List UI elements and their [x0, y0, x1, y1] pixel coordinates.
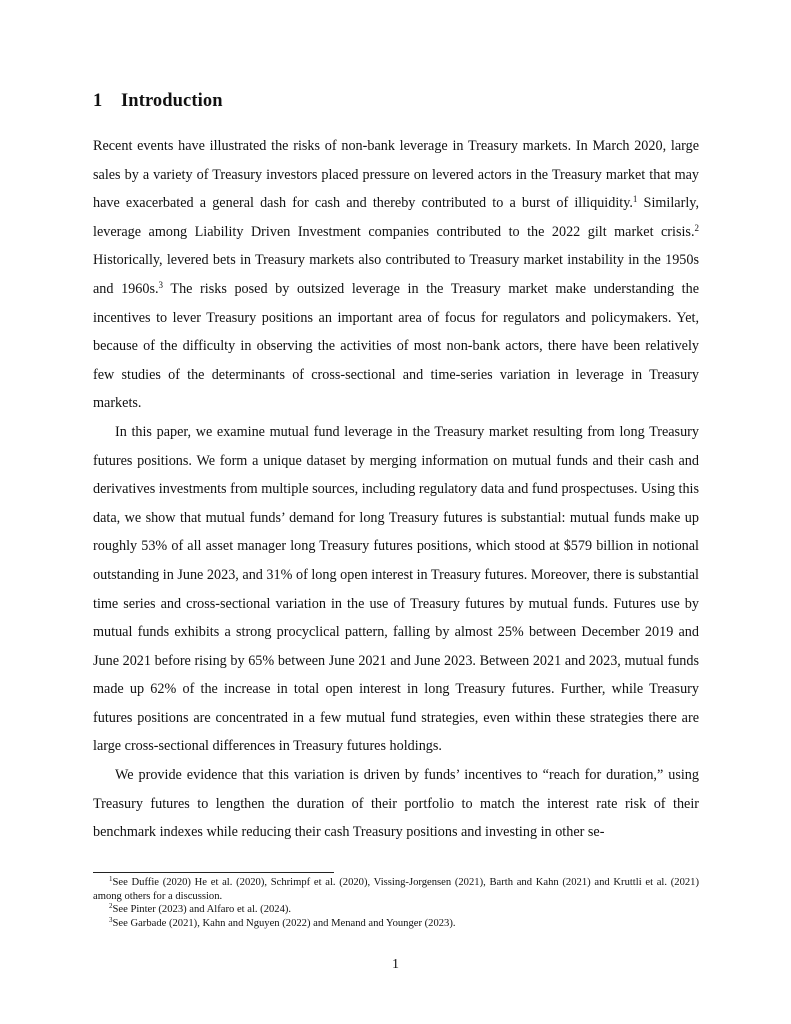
footnotes: [93, 876, 699, 930]
footnote-mark: 2: [109, 902, 113, 911]
footnote-reference[interactable]: 3: [158, 279, 164, 290]
section-heading: [93, 88, 223, 114]
footnote-mark: 1: [109, 875, 113, 883]
paragraph-text: Recent events have illustrated the risks of non-bank leverage in Treasury markets. In March 2020, large sales by a variety of Treasury investors placed pressure on levered actors in the Treasury market that may have exacerbated a general dash for cash and thereby contributed to a burst of illiquidity.: [93, 138, 699, 212]
paragraph: We provide evidence that this variation is driven by funds’ incentives to “reach for duration,” using Treasury futures to lengthen the duration of their portfolio to match the interest rate risk of their benchmark indexes while reducing their cash Treasury positions and investing in other se-: [93, 767, 699, 841]
footnote: [93, 876, 699, 903]
paragraph-text: Historically, levered bets in Treasury markets also contributed to Treasury market instability in the 1950s and 1960s.: [93, 252, 699, 297]
paragraph-text: The risks posed by outsized leverage in the Treasury market make understanding the incentives to lever Treasury positions an important area of focus for regulators and policymakers. Yet, because of the difficulty in observing the activities of most non-bank actors, there have been relatively few studies of the determinants of cross-sectional and time-series variation in leverage in Treasury markets.: [93, 280, 699, 412]
footnote-reference[interactable]: 1: [632, 194, 638, 205]
body-text: [93, 132, 699, 847]
footnote: [93, 903, 699, 917]
paragraph: [93, 132, 699, 418]
footnote-divider: [93, 872, 334, 873]
paragraph-text: Similarly, leverage among Liability Driven Investment companies contributed to the 2022 gilt market crisis.: [93, 195, 699, 240]
section-number: 1: [93, 91, 103, 111]
footnote-reference[interactable]: 2: [694, 222, 699, 233]
footnote-text: See Garbade (2021), Kahn and Nguyen (2022) and Menand and Younger (2023).: [112, 917, 456, 929]
footnote-mark: 3: [109, 915, 113, 924]
page-number: 1: [392, 957, 399, 972]
footnote-text: See Duffie (2020) He et al. (2020), Schrimpf et al. (2020), Vissing-Jorgensen (2021), Barth and Kahn (2021) and Kruttli et al. (2021) among others for a discussion.: [93, 877, 699, 902]
paragraph: In this paper, we examine mutual fund leverage in the Treasury market resulting from long Treasury futures positions. We form a unique dataset by merging information on mutual funds and their cash and derivatives investments from multiple sources, including regulatory data and fund prospectuses. Using this data, we show that mutual funds’ demand for long Treasury futures is substantial: mutual funds make up roughly 53% of all asset manager long Treasury futures positions, which stood at $579 billion in notional outstanding in June 2023, and 31% of long open interest in Treasury futures. Moreover, there is substantial time series and cross-sectional variation in the use of Treasury futures by mutual funds. Futures use by mutual funds exhibits a strong procyclical pattern, falling by almost 25% between December 2019 and June 2021 before rising by 65% between June 2021 and June 2023. Between 2021 and 2023, mutual funds made up 62% of the increase in total open interest in long Treasury futures. Further, while Treasury futures positions are concentrated in a few mutual fund strategies, even within these strategies there are large cross-sectional differences in Treasury futures holdings.: [93, 423, 699, 755]
footnote-text: See Pinter (2023) and Alfaro et al. (2024).: [112, 904, 292, 916]
footnote: [93, 917, 699, 931]
section-title: Introduction: [121, 91, 223, 111]
